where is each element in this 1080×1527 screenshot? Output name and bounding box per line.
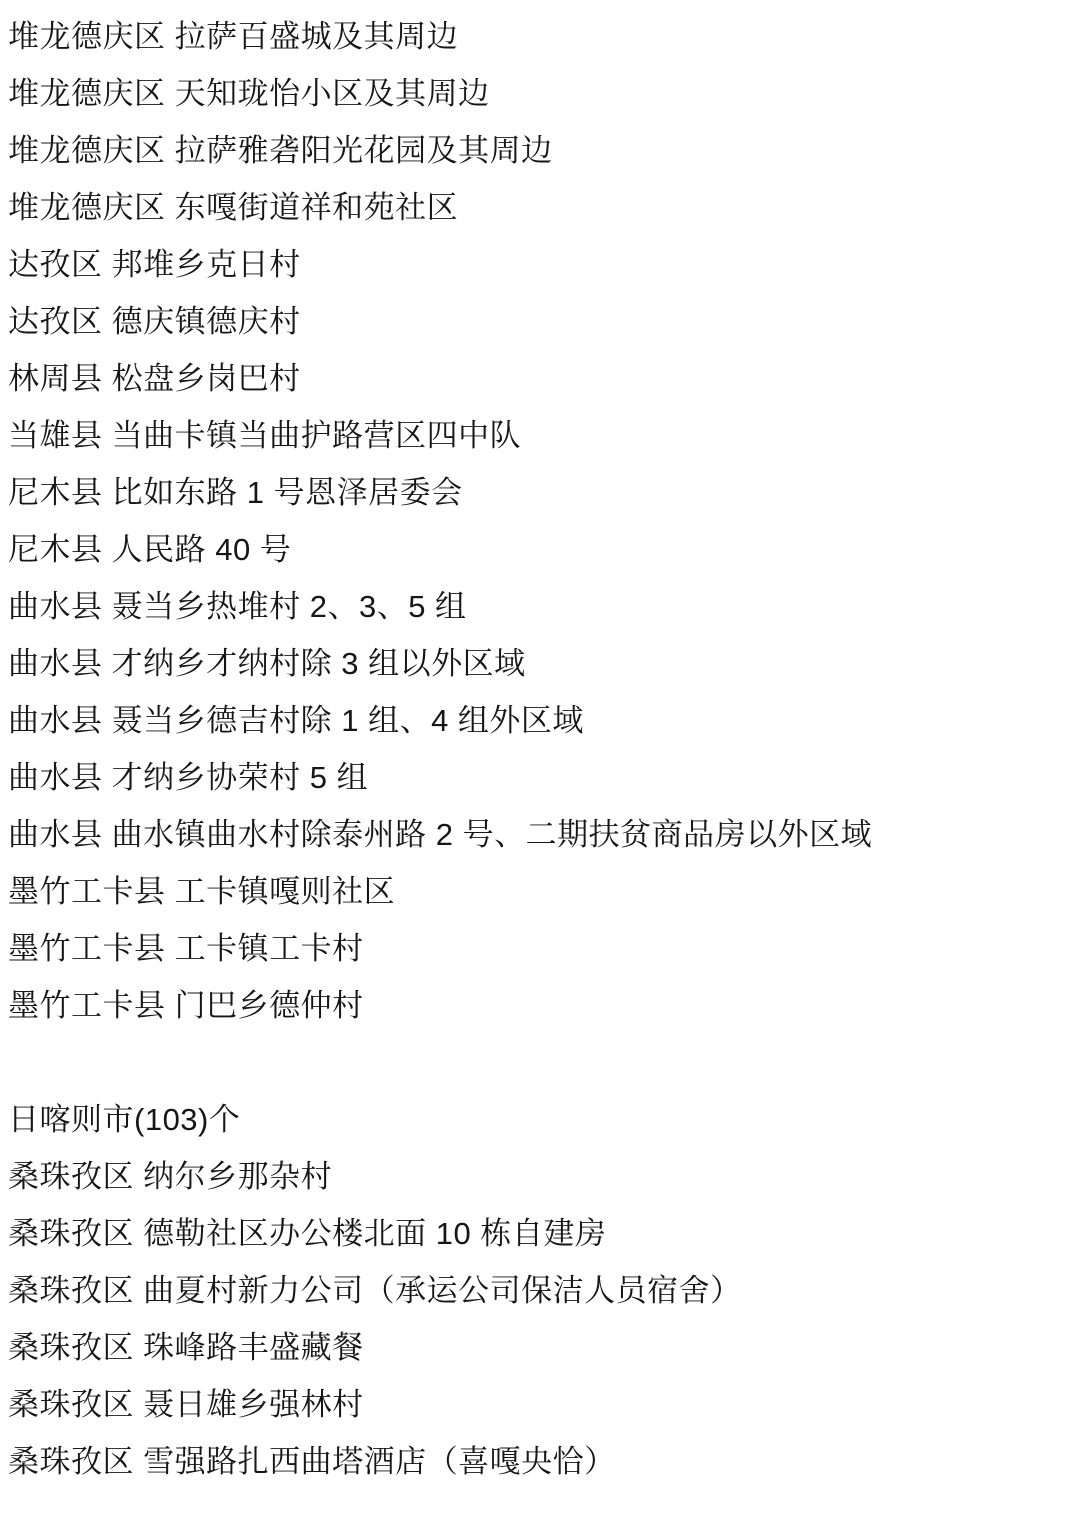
section-gap bbox=[8, 1034, 1080, 1091]
list-item: 达孜区 德庆镇德庆村 bbox=[8, 304, 301, 339]
list-item: 桑珠孜区 德勒社区办公楼北面 10 栋自建房 bbox=[8, 1216, 607, 1251]
list-item: 堆龙德庆区 天知珑怡小区及其周边 bbox=[8, 76, 490, 111]
list-item: 桑珠孜区 曲夏村新力公司（承运公司保洁人员宿舍） bbox=[8, 1273, 742, 1308]
list-item: 堆龙德庆区 东嘎街道祥和苑社区 bbox=[8, 190, 459, 225]
list-item: 堆龙德庆区 拉萨雅砻阳光花园及其周边 bbox=[8, 133, 553, 168]
list-item: 尼木县 人民路 40 号 bbox=[8, 532, 292, 567]
list-item: 墨竹工卡县 工卡镇嘎则社区 bbox=[8, 874, 396, 909]
list-item: 曲水县 聂当乡德吉村除 1 组、4 组外区域 bbox=[8, 703, 584, 738]
shigatse-section-heading: 日喀则市(103)个 bbox=[8, 1102, 241, 1137]
list-item: 曲水县 聂当乡热堆村 2、3、5 组 bbox=[8, 589, 467, 624]
list-item: 墨竹工卡县 工卡镇工卡村 bbox=[8, 931, 364, 966]
lhasa-area-list bbox=[8, 8, 1080, 1034]
list-item: 桑珠孜区 纳尔乡那杂村 bbox=[8, 1159, 333, 1194]
document-content bbox=[8, 8, 1080, 1490]
list-item: 达孜区 邦堆乡克日村 bbox=[8, 247, 301, 282]
list-item: 堆龙德庆区 拉萨百盛城及其周边 bbox=[8, 19, 459, 54]
list-item: 曲水县 才纳乡协荣村 5 组 bbox=[8, 760, 369, 795]
shigatse-area-list bbox=[8, 1148, 1080, 1490]
list-item: 曲水县 才纳乡才纳村除 3 组以外区域 bbox=[8, 646, 526, 681]
list-item: 曲水县 曲水镇曲水村除泰州路 2 号、二期扶贫商品房以外区域 bbox=[8, 817, 873, 852]
list-item: 桑珠孜区 雪强路扎西曲塔酒店（喜嘎央恰） bbox=[8, 1444, 616, 1479]
list-item: 尼木县 比如东路 1 号恩泽居委会 bbox=[8, 475, 463, 510]
list-item: 墨竹工卡县 门巴乡德仲村 bbox=[8, 988, 364, 1023]
list-item: 当雄县 当曲卡镇当曲护路营区四中队 bbox=[8, 418, 522, 453]
list-item: 桑珠孜区 聂日雄乡强林村 bbox=[8, 1387, 364, 1422]
list-item: 林周县 松盘乡岗巴村 bbox=[8, 361, 301, 396]
list-item: 桑珠孜区 珠峰路丰盛藏餐 bbox=[8, 1330, 364, 1365]
